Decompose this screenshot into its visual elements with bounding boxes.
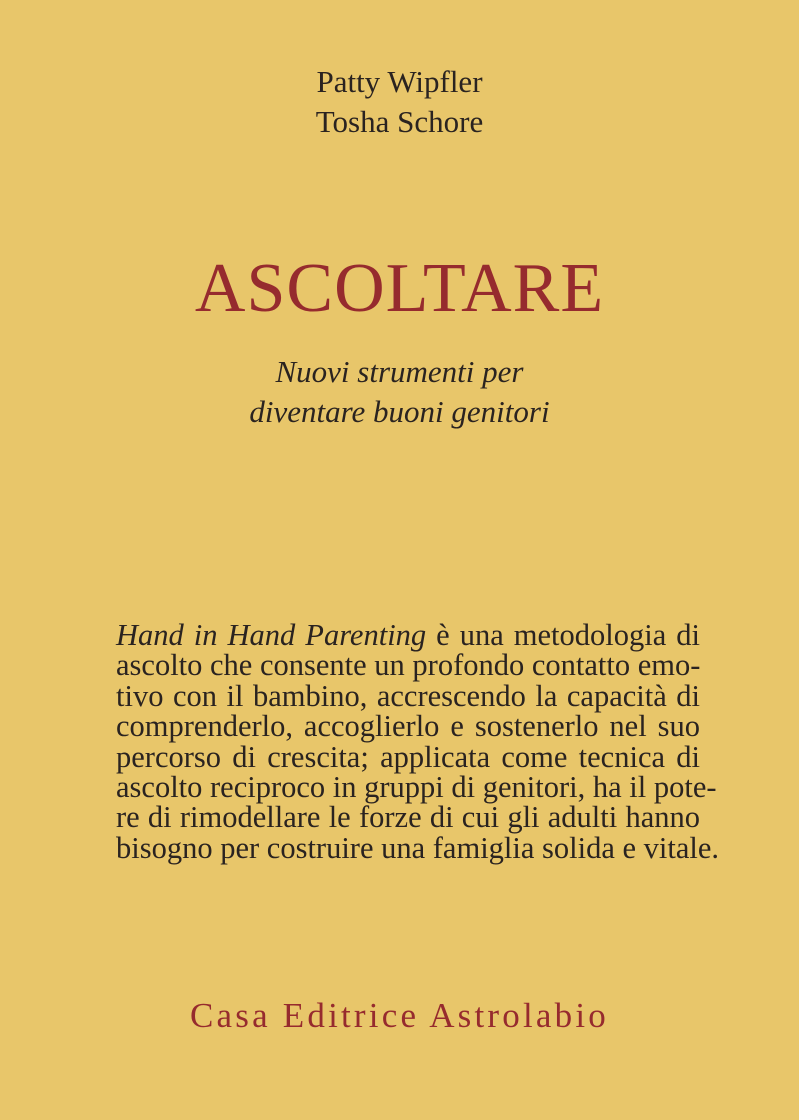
blurb-line: tivo con il bambino, accrescendo la capacità di [116, 678, 700, 713]
blurb-line: percorso di crescita; applicata come tecnica di [116, 739, 700, 774]
author-name: Patty Wipfler [316, 64, 483, 99]
subtitle-line: Nuovi strumenti per [275, 354, 524, 389]
blurb-line: ascolto reciproco in gruppi di genitori, ha il pote- [116, 769, 717, 804]
book-title: ASCOLTARE [194, 250, 605, 327]
author-name: Tosha Schore [315, 104, 484, 139]
book-subtitle [0, 352, 799, 432]
authors [0, 62, 799, 142]
blurb-paragraph [116, 618, 720, 865]
blurb-line: re di rimodellare le forze di cui gli adulti hanno [116, 800, 700, 835]
blurb-line: bisogno per costruire una famiglia solida e vitale. [116, 830, 720, 865]
blurb-line: comprenderlo, accoglierlo e sostenerlo nel suo [116, 709, 700, 744]
subtitle-line: diventare buoni genitori [249, 394, 550, 429]
blurb-line [116, 620, 700, 650]
publisher-name: Casa Editrice Astrolabio [190, 996, 609, 1035]
blurb-first-line-rest: è una metodologia di [426, 618, 700, 652]
blurb-line: ascolto che consente un profondo contatto emo- [116, 648, 701, 683]
blurb-italic-lead: Hand in Hand Parenting [116, 618, 427, 652]
